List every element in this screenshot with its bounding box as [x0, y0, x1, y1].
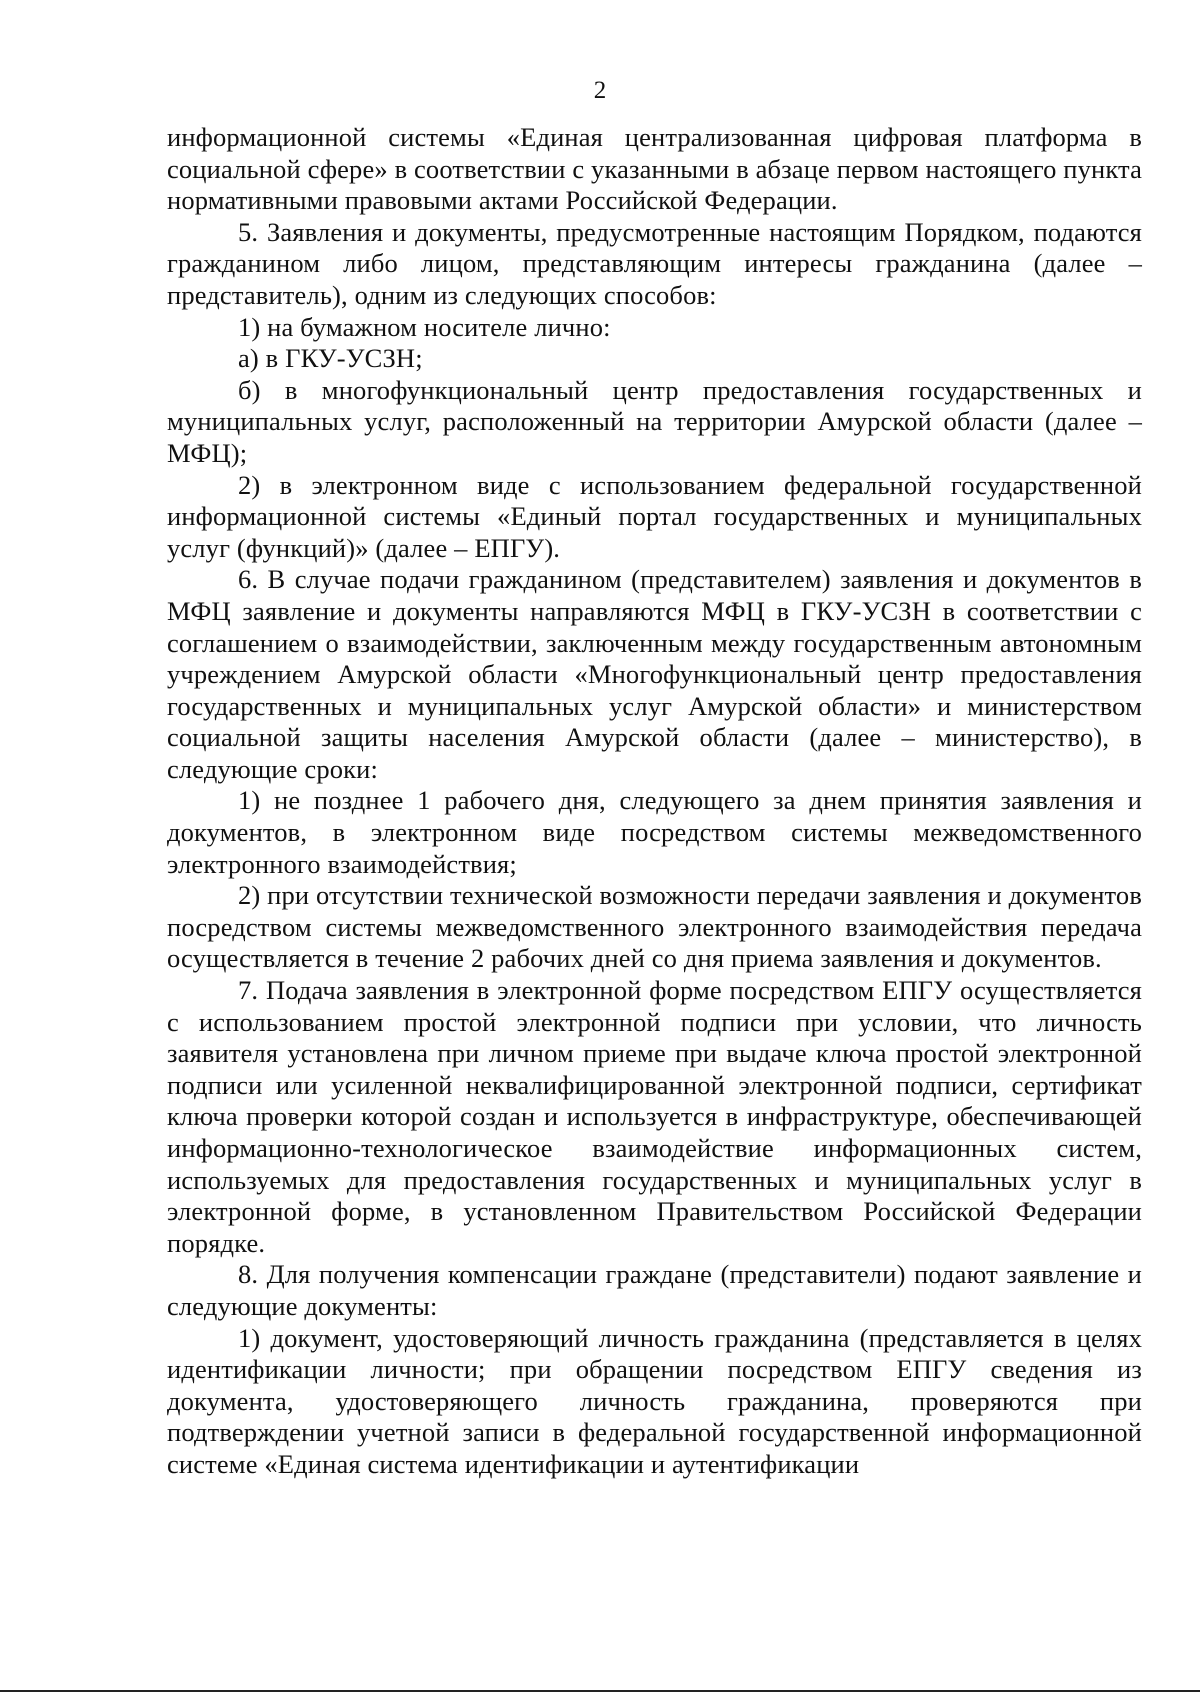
paragraph-subitem-1: 1) на бумажном носителе лично: — [238, 311, 611, 342]
paragraph-subitem-2: 2) в электронном виде с использованием федеральной государственной информационной системы «Единый портал государственных и муниципальных услуг (функций)» (далее – ЕПГУ). — [167, 469, 1142, 563]
paragraph-item-8-subitem-1: 1) документ, удостоверяющий личность гражданина (представляется в целях идентификации личности; при обращении посредством ЕПГУ сведения из документа, удостоверяющего личность гражданина, проверяются при подтверждении учетной записи в федеральной государственной информационной системе «Единая система идентификации и аутентификации — [167, 1322, 1142, 1479]
document-body — [167, 122, 1142, 1481]
paragraph-item-6-subitem-1: 1) не позднее 1 рабочего дня, следующего за днем принятия заявления и документов, в электронном виде посредством системы межведомственного электронного взаимодействия; — [167, 785, 1142, 879]
paragraph-item-6: 6. В случае подачи гражданином (представителем) заявления и документов в МФЦ заявление и документы направляются МФЦ в ГКУ-УСЗН в соответствии с соглашением о взаимодействии, заключенным между государственным автономным учреждением Амурской области «Многофункциональный центр предоставления государственных и муниципальных услуг Амурской области» и министерством социальной защиты населения Амурской области (далее – министерство), в следующие сроки: — [167, 564, 1142, 784]
page-number: 2 — [593, 77, 607, 104]
paragraph-subitem-a: а) в ГКУ-УСЗН; — [238, 343, 423, 374]
page-bottom-rule — [0, 1690, 1200, 1692]
paragraph-subitem-b: б) в многофункциональный центр предоставления государственных и муниципальных услуг, расположенный на территории Амурской области (далее – МФЦ); — [167, 374, 1142, 468]
paragraph-item-5: 5. Заявления и документы, предусмотренные настоящим Порядком, подаются гражданином либо лицом, представляющим интересы гражданина (далее – представитель), одним из следующих способов: — [167, 216, 1142, 310]
paragraph-continuation: информационной системы «Единая централизованная цифровая платформа в социальной сфере» в соответствии с указанными в абзаце первом настоящего пункта нормативными правовыми актами Российской Федерации. — [167, 122, 1142, 216]
paragraph-item-7: 7. Подача заявления в электронной форме посредством ЕПГУ осуществляется с использованием простой электронной подписи при условии, что личность заявителя установлена при личном приеме при выдаче ключа простой электронной подписи или усиленной неквалифицированной электронной подписи, сертификат ключа проверки которой создан и используется в инфраструктуре, обеспечивающей информационно-технологическое взаимодействие информационных систем, используемых для предоставления государственных и муниципальных услуг в электронной форме, в установленном Правительством Российской Федерации порядке. — [167, 975, 1142, 1258]
paragraph-item-6-subitem-2: 2) при отсутствии технической возможности передачи заявления и документов посредством системы межведомственного электронного взаимодействия передача осуществляется в течение 2 рабочих дней со дня приема заявления и документов. — [167, 880, 1142, 974]
paragraph-item-8: 8. Для получения компенсации граждане (представители) подают заявление и следующие документы: — [167, 1259, 1142, 1321]
